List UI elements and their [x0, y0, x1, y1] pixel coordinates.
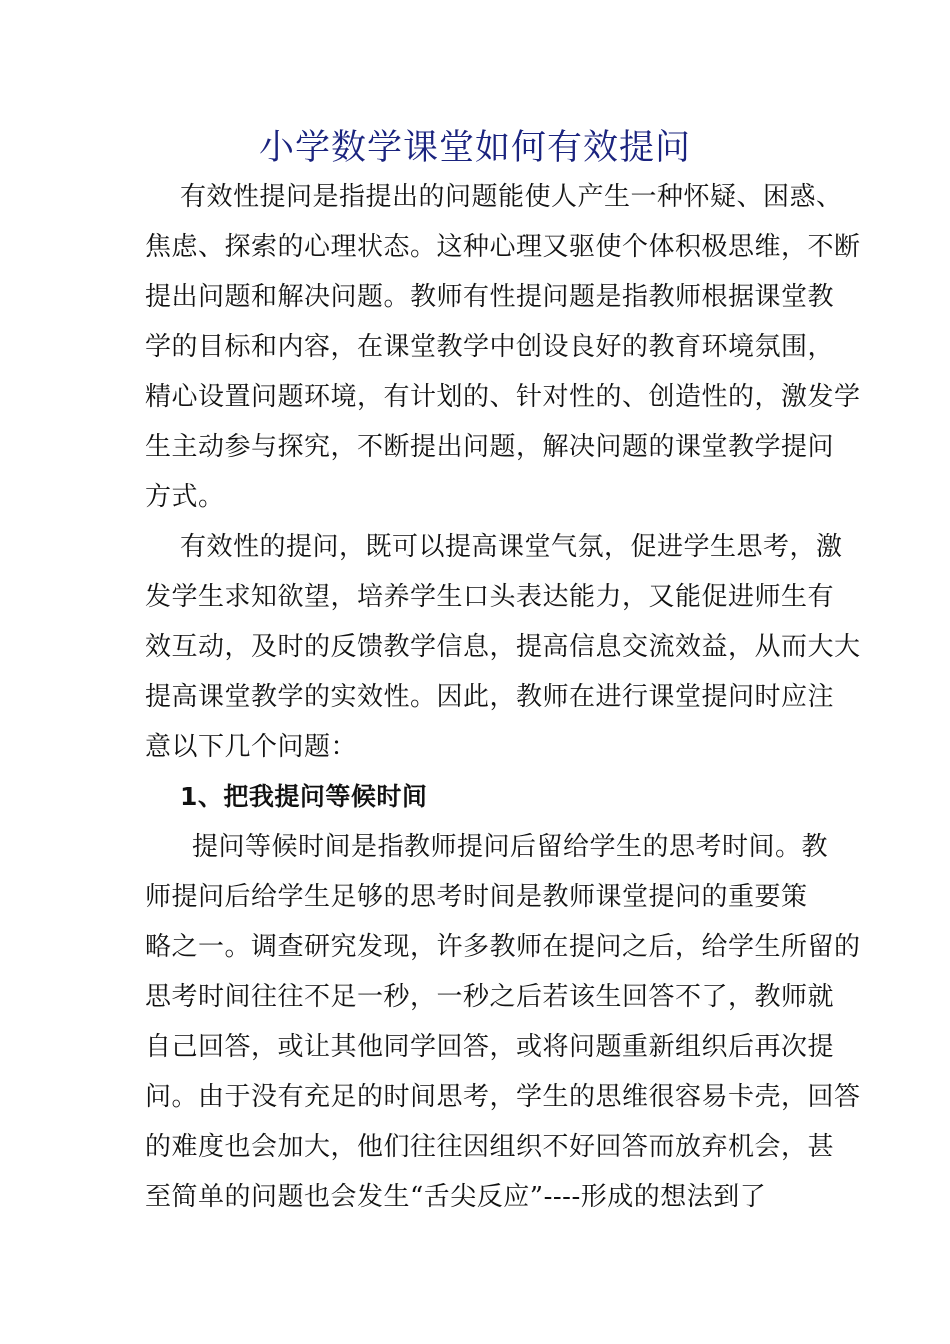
paragraph-line: 意以下几个问题：	[145, 732, 358, 762]
paragraph-line: 自己回答，或让其他同学回答，或将问题重新组织后再次提	[145, 1032, 835, 1062]
paragraph-line: 师提问后给学生足够的思考时间是教师课堂提问的重要策	[145, 882, 808, 912]
paragraph-line: 问。由于没有充足的时间思考，学生的思维很容易卡壳，回答	[145, 1082, 861, 1112]
paragraph-line: 的难度也会加大，他们往往因组织不好回答而放弃机会，甚	[145, 1132, 835, 1162]
paragraph-line: 生主动参与探究，不断提出问题，解决问题的课堂教学提问	[145, 432, 835, 462]
paragraph-line: 提高课堂教学的实效性。因此，教师在进行课堂提问时应注	[145, 682, 835, 712]
paragraph-line: 发学生求知欲望，培养学生口头表达能力，又能促进师生有	[145, 582, 835, 612]
paragraph-line: 略之一。调查研究发现，许多教师在提问之后，给学生所留的	[145, 932, 861, 962]
paragraph-line: 学的目标和内容，在课堂教学中创设良好的教育环境氛围，	[145, 332, 835, 362]
paragraph-line: 有效性提问是指提出的问题能使人产生一种怀疑、困惑、	[180, 182, 843, 212]
paragraph-line: 效互动，及时的反馈教学信息，提高信息交流效益，从而大大	[145, 632, 861, 662]
document-title: 小学数学课堂如何有效提问	[258, 128, 691, 168]
paragraph-line: 至简单的问题也会发生“舌尖反应”----形成的想法到了	[145, 1182, 767, 1212]
paragraph-line: 焦虑、探索的心理状态。这种心理又驱使个体积极思维，不断	[145, 232, 861, 262]
section-heading: 1、把我提问等候时间	[180, 782, 428, 811]
paragraph-line: 提问等候时间是指教师提问后留给学生的思考时间。教	[192, 832, 829, 862]
paragraph-line: 有效性的提问，既可以提高课堂气氛，促进学生思考，激	[180, 532, 843, 562]
paragraph-line: 方式。	[145, 482, 225, 512]
paragraph-line: 思考时间往往不足一秒，一秒之后若该生回答不了，教师就	[145, 982, 835, 1012]
paragraph-line: 提出问题和解决问题。教师有性提问题是指教师根据课堂教	[145, 282, 835, 312]
paragraph-line: 精心设置问题环境，有计划的、针对性的、创造性的，激发学	[145, 382, 861, 412]
